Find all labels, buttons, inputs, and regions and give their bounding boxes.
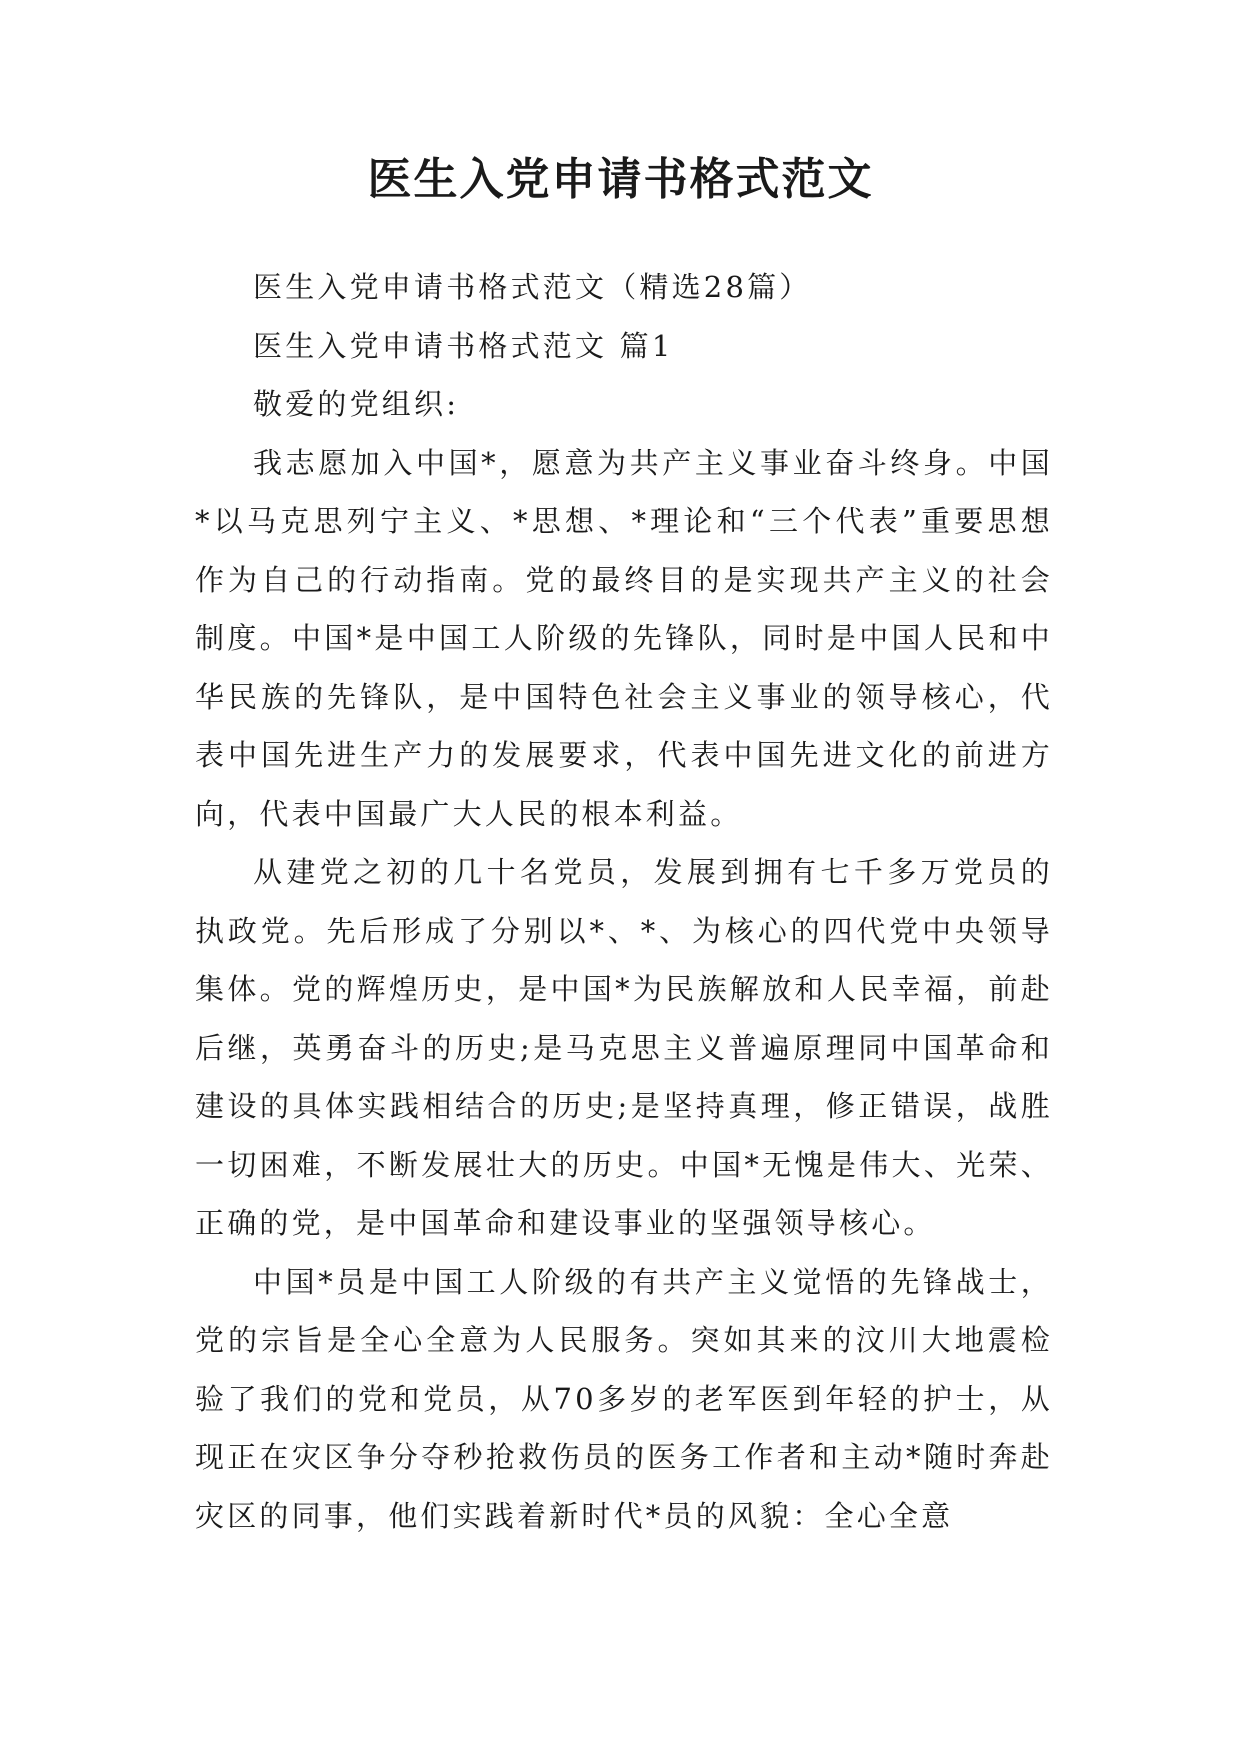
document-title: 医生入党申请书格式范文 bbox=[367, 154, 874, 205]
subtitle-line: 医生入党申请书格式范文（精选28篇） bbox=[253, 270, 812, 304]
section-heading: 医生入党申请书格式范文 篇1 bbox=[253, 328, 674, 363]
document-body bbox=[195, 258, 1053, 1545]
body-paragraph: 从建党之初的几十名党员，发展到拥有七千多万党员的执政党。先后形成了分别以*、*、为核心的四代党中央领导集体。党的辉煌历史，是中国*为民族解放和人民幸福，前赴后继，英勇奋斗的历史;是马克思主义普遍原理同中国革命和建设的具体实践相结合的历史;是坚持真理，修正错误，战胜一切困难，不断发展壮大的历史。中国*无愧是伟大、光荣、正确的党，是中国革命和建设事业的坚强领导核心。 bbox=[195, 855, 1053, 1240]
body-paragraph: 中国*员是中国工人阶级的有共产主义觉悟的先锋战士，党的宗旨是全心全意为人民服务。突如其来的汶川大地震检验了我们的党和党员，从70多岁的老军医到年轻的护士，从现正在灾区争分夺秒抢救伤员的医务工作者和主动*随时奔赴灾区的同事，他们实践着新时代*员的风貌：全心全意 bbox=[195, 1264, 1053, 1533]
body-paragraph: 我志愿加入中国*，愿意为共产主义事业奋斗终身。中国*以马克思列宁主义、*思想、*理论和“三个代表”重要思想作为自己的行动指南。党的最终目的是实现共产主义的社会制度。中国*是中国工人阶级的先锋队，同时是中国人民和中华民族的先锋队，是中国特色社会主义事业的领导核心，代表中国先进生产力的发展要求，代表中国先进文化的前进方向，代表中国最广大人民的根本利益。 bbox=[195, 445, 1053, 831]
salutation: 敬爱的党组织: bbox=[253, 387, 460, 421]
